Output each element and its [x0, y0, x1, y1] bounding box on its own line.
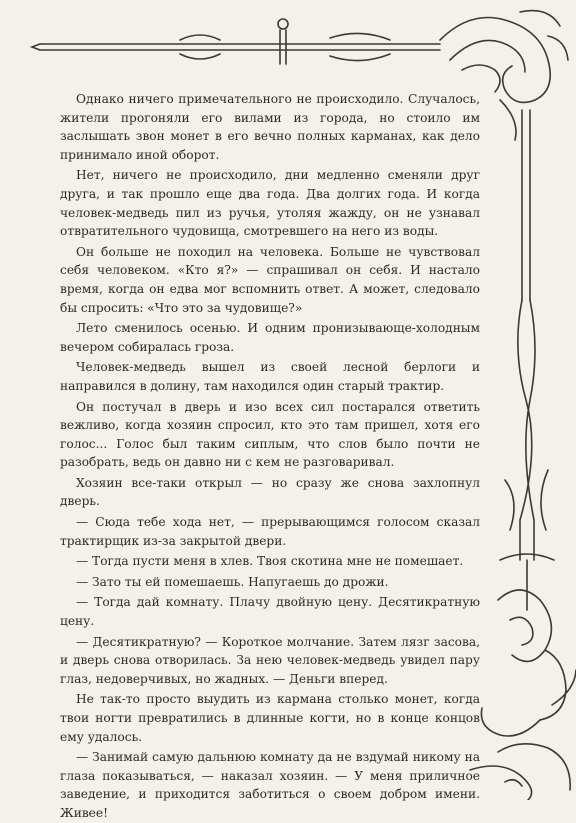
dialogue-line: — Занимай самую дальнюю комнату да не вздумай никому на глаза показываться, — наказал хозяин. — У меня приличное заведение, и приходится заботиться о своем добром имени. Живее! [60, 750, 480, 820]
paragraph: Человек-медведь вышел из своей лесной берлоги и направился в долину, там находился один старый трактир. [60, 360, 480, 393]
dialogue-line: — Тогда пусти меня в хлев. Твоя скотина мне не помешает. [76, 554, 464, 569]
paragraph: Не так-то просто выудить из кармана столько монет, когда твои ногти превратились в длинные когти, но в конце концов ему удалось. [60, 692, 480, 744]
paragraph: Однако ничего примечательного не происходило. Случалось, жители прогоняли его вилами из города, но стоило им заслышать звон монет в его вечно полных карманах, как дело принимало иной оборот. [60, 92, 480, 162]
paragraph: Он постучал в дверь и изо всех сил постарался ответить вежливо, когда хозяин спросил, кто это там пришел, хотя его голос... Голос был таким сиплым, что слов было почти не разобрать, ведь он давно ни с кем не разговаривал. [60, 399, 480, 470]
paragraph: Он больше не походил на человека. Больше не чувствовал себя человеком. «Кто я?» — спрашивал он себя. И настало время, когда он едва мог вспомнить ответ. А может, следовало бы спросить: «Что это за чудовище?» [60, 244, 480, 315]
dialogue-line: — Зато ты ей помешаешь. Напугаешь до дрожи. [76, 574, 389, 589]
dialogue-line: — Тогда дай комнату. Плачу двойную цену. Десятикратную цену. [60, 595, 480, 629]
paragraph: Нет, ничего не происходило, дни медленно сменяли друг друга, и так прошло еще два года. Два долгих года. И когда человек-медведь пил из ручья, утоляя жажду, он не узнавал отвратительного чудовища, смотревшего на него из воды. [60, 168, 480, 239]
dialogue-line: — Десятикратную? — Короткое молчание. Затем лязг засова, и дверь снова отворилась. За нею человек-медведь увидел пару глаз, недоверчивых, но жадных. — Деньги вперед. [60, 634, 480, 686]
story-text [60, 90, 480, 823]
paragraph: Хозяин все-таки открыл — но сразу же снова захлопнул дверь. [60, 475, 480, 509]
paragraph: Лето сменилось осенью. И одним пронизывающе-холодным вечером собиралась гроза. [60, 321, 480, 354]
dialogue-line: — Сюда тебе хода нет, — прерывающимся голосом сказал трактирщик из-за закрытой двери. [60, 515, 480, 548]
